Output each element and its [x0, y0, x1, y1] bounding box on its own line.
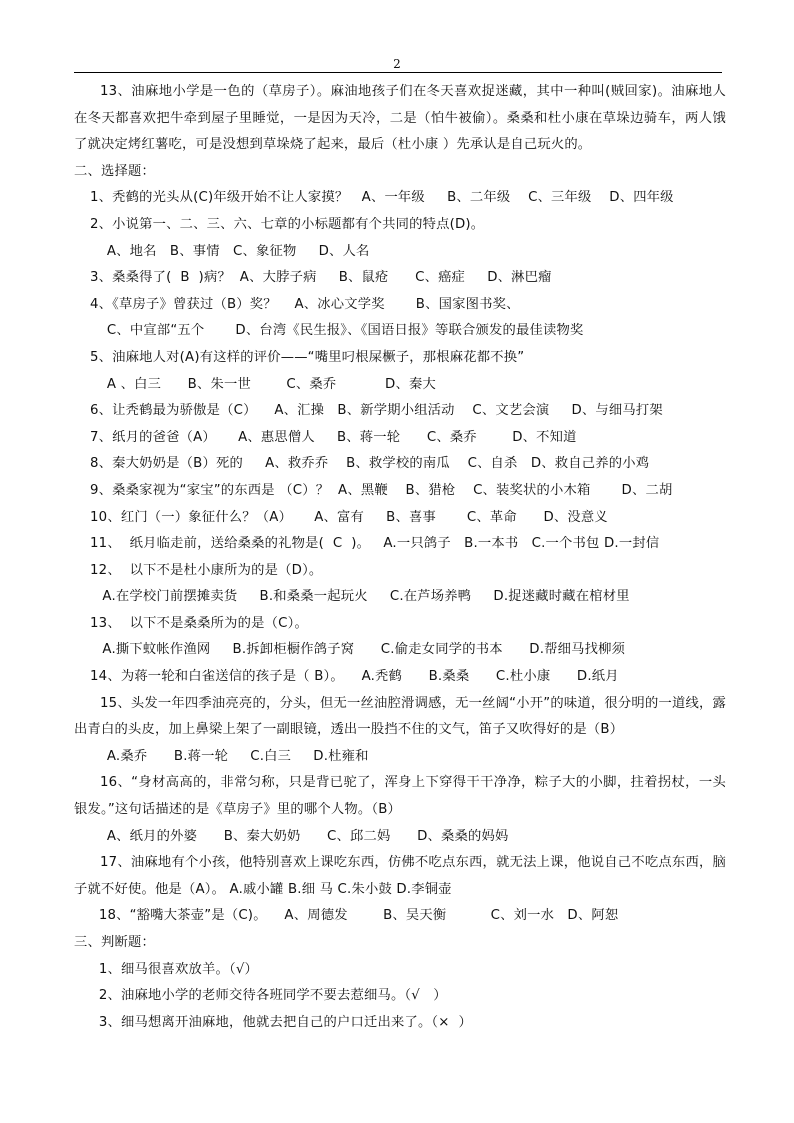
choice-question: 5、油麻地人对(A)有这样的评价——“嘴里叼根屎橛子，那根麻花都不换”	[90, 349, 525, 365]
section-title-multiple-choice: 二、选择题：	[74, 163, 155, 179]
section-title-true-false: 三、判断题：	[74, 935, 155, 950]
choice-question-15: 15、头发一年四季油亮亮的，分头，但无一丝油腔滑调感，无一丝阔“小开”的味道，很分明的一道线，露出青白的头皮，加上鼻梁上架了一副眼镜，透出一股挡不住的文气，笛子又吹得好的是（B）	[74, 695, 726, 738]
document-body	[74, 79, 726, 1036]
choice-options: A.撕下蚊帐作渔网 B.拆卸柜橱作鸽子窝 C.偷走女同学的书本 D.帮细马找柳须	[98, 642, 626, 658]
choice-options: A 、白三 B、朱一世 C、桑乔 D、秦大	[98, 376, 436, 392]
choice-question: 11、 纸月临走前，送给桑桑的礼物是( C )。 A.一只鸽子 B.一本书 C.一个书包 D.一封信	[90, 536, 660, 552]
choice-question: 13、 以下不是桑桑所为的是（C）。	[90, 615, 308, 631]
choice-options: A.在学校门前摆摊卖货 B.和桑桑一起玩火 C.在芦场养鸭 D.捉迷藏时藏在棺材里	[98, 589, 630, 605]
choice-question: 3、桑桑得了( B )病？ A、大脖子病 B、鼠疮 C、癌症 D、淋巴瘤	[90, 270, 552, 286]
true-false-item: 2、油麻地小学的老师交待各班同学不要去惹细马。（√ ）	[90, 988, 447, 1004]
true-false-item: 3、细马想离开油麻地，他就去把自己的户口迁出来了。（× ）	[90, 1014, 472, 1030]
choice-question-16: 16、“身材高高的，非常匀称，只是背已驼了，浑身上下穿得干干净净，粽子大的小脚，拄着拐杖，一头银发。”这句话描述的是《草房子》里的哪个人物。（B）	[74, 775, 726, 818]
choice-question: 7、纸月的爸爸（A） A、惠思僧人 B、蒋一轮 C、桑乔 D、不知道	[90, 429, 577, 445]
choice-options: A、地名 B、事情 C、象征物 D、人名	[98, 243, 370, 259]
true-false-item: 1、细马很喜欢放羊。（√）	[90, 961, 259, 977]
choice-question: 12、 以下不是杜小康所为的是（D）。	[90, 562, 323, 578]
choice-options: A、纸月的外婆 B、秦大奶奶 C、邱二妈 D、桑桑的妈妈	[98, 828, 509, 844]
choice-question: 2、小说第一、二、三、六、七章的小标题都有个共同的特点(D)。	[90, 216, 485, 232]
choice-question: 10、红门（一）象征什么？（A） A、富有 B、喜事 C、革命 D、没意义	[90, 509, 608, 525]
choice-question: 8、秦大奶奶是（B）死的 A、救乔乔 B、救学校的南瓜 C、自杀 D、救自己养的小鸡	[90, 456, 650, 472]
choice-question: 14、为蒋一轮和白雀送信的孩子是（ B）。 A.秃鹤 B.桑桑 C.杜小康 D.纸月	[90, 669, 619, 685]
page-number: 2	[393, 57, 401, 71]
header-rule	[74, 72, 722, 73]
choice-question-17: 17、油麻地有个小孩，他特别喜欢上课吃东西，仿佛不吃点东西，就无法上课，他说自己不吃点东西，脑子就不好使。他是（A）。 A.戚小罐 B.细 马 C.朱小鼓 D.李铜壶	[74, 855, 726, 897]
choice-question: 4、《草房子》曾获过（B）奖？ A、冰心文学奖 B、国家图书奖、	[90, 296, 520, 312]
choice-question-18: 18、“豁嘴大茶壶”是（C)。 A、周德发 B、吴天衡 C、刘一水 D、阿恕	[90, 908, 619, 924]
choice-options: A.桑乔 B.蒋一轮 C.白三 D.杜雍和	[98, 748, 369, 764]
choice-question: 1、秃鹤的光头从(C)年级开始不让人家摸？ A、一年级 B、二年级 C、三年级 D、四年级	[90, 190, 674, 206]
fill-in-question-13: 13、油麻地小学是一色的（草房子）。麻油地孩子们在冬天喜欢捉迷藏，其中一种叫(贼回家)。油麻地人在冬天都喜欢把牛牵到屋子里睡觉，一是因为天冷，二是（怕牛被偷）。桑桑和杜小康在草垛边骑车，两人饿了就决定烤红薯吃，可是没想到草垛烧了起来，最后（杜小康 ）先承认是自己玩火的。	[74, 84, 726, 153]
choice-question: 9、桑桑家视为“家宝”的东西是 （C）？ A、黑鞭 B、猎枪 C、装奖状的小木箱 D、二胡	[90, 482, 673, 498]
choice-options: C、中宣部“五个 D、台湾《民生报》、《国语日报》等联合颁发的最佳读物奖	[98, 323, 584, 339]
choice-question: 6、让秃鹤最为骄傲是（C） A、汇操 B、新学期小组活动 C、文艺会演 D、与细马打架	[90, 403, 663, 419]
